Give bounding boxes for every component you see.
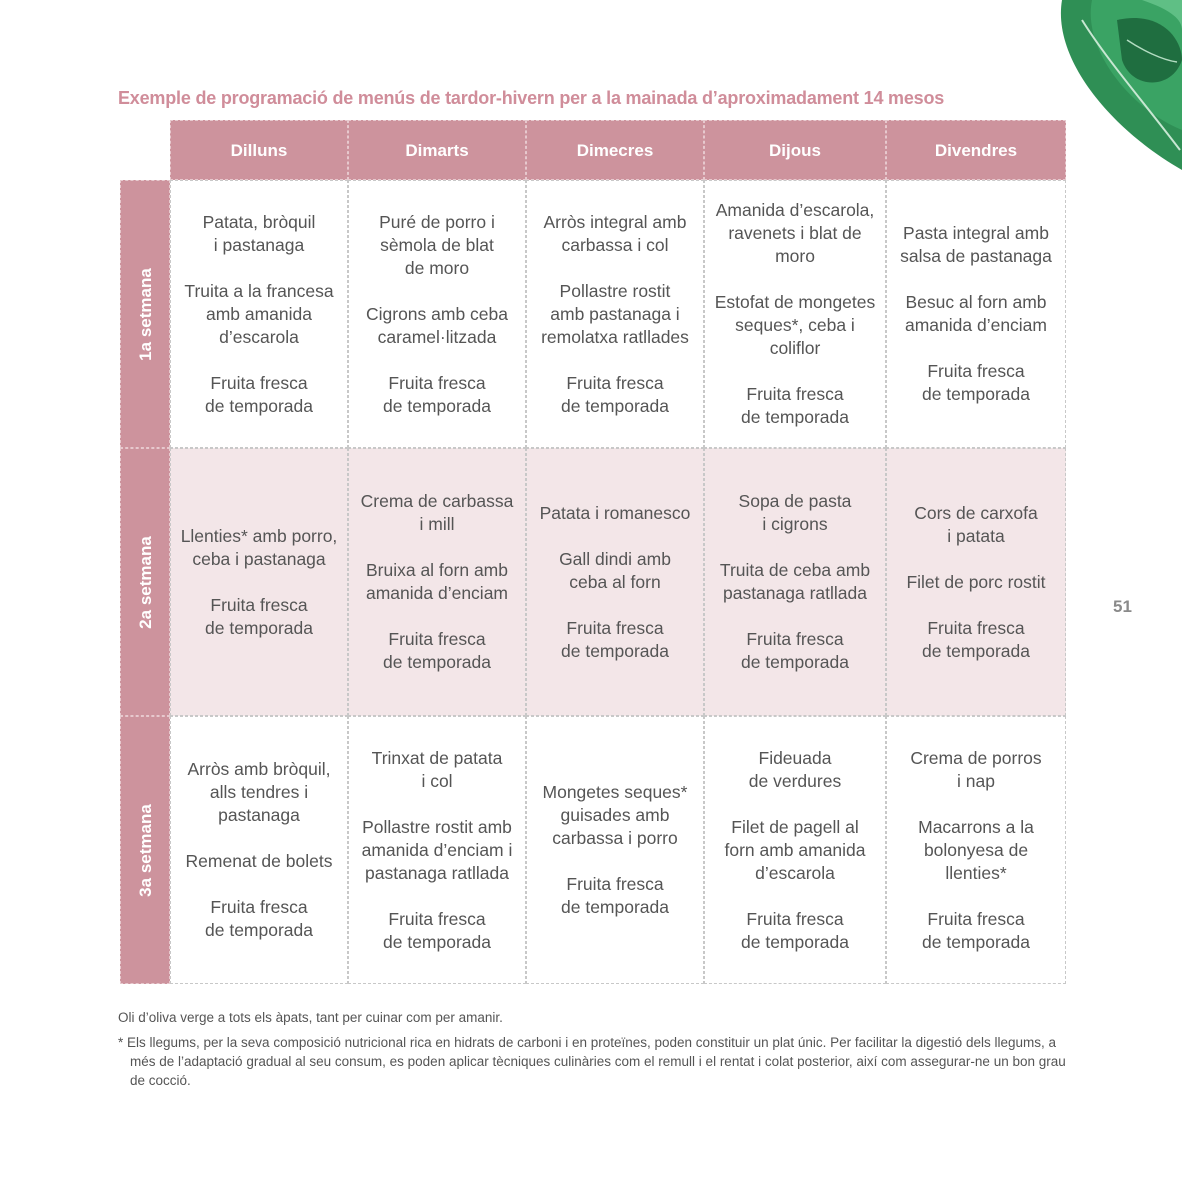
menu-cell: Crema de porros i nap Macarrons a la bolonyesa de llenties* Fruita fresca de temporada	[886, 716, 1066, 984]
oil-note: Oli d’oliva verge a tots els àpats, tant per cuinar com per amanir.	[118, 1010, 503, 1025]
menu-cell: Sopa de pasta i cigrons Truita de ceba amb pastanaga ratllada Fruita fresca de temporada	[704, 448, 886, 716]
menu-cell: Pasta integral amb salsa de pastanaga Besuc al forn amb amanida d’enciam Fruita fresca de temporada	[886, 180, 1066, 448]
page-title: Exemple de programació de menús de tardor-hivern per a la mainada d’aproximadament 14 mesos	[118, 88, 945, 108]
menu-cell: Llenties* amb porro, ceba i pastanaga Fruita fresca de temporada	[170, 448, 348, 716]
footnotes	[118, 1008, 1066, 1090]
menu-cell: Arròs integral amb carbassa i col Pollastre rostit amb pastanaga i remolatxa ratllades Fruita fresca de temporada	[526, 180, 704, 448]
day-header-dimarts: Dimarts	[348, 120, 526, 180]
day-header-dilluns: Dilluns	[170, 120, 348, 180]
legumes-footnote: * Els llegums, per la seva composició nutricional rica en hidrats de carboni i en proteïnes, poden constituir un plat únic. Per facilitar la digestió dels llegums, a més de l’adaptació gradual al seu consum, es poden aplicar tècniques culinàries com el remull i el rentat i colat posterior, així com assegurar-ne un bon grau de cocció.	[118, 1035, 1066, 1088]
menu-cell: Mongetes seques* guisades amb carbassa i porro Fruita fresca de temporada	[526, 716, 704, 984]
menu-cell: Fideuada de verdures Filet de pagell al forn amb amanida d’escarola Fruita fresca de temporada	[704, 716, 886, 984]
page-number: 51	[1113, 597, 1132, 616]
day-header-dimecres: Dimecres	[526, 120, 704, 180]
week-label-2: 2a setmana	[120, 448, 170, 716]
day-header-dijous: Dijous	[704, 120, 886, 180]
week-label-3: 3a setmana	[120, 716, 170, 984]
table-corner	[120, 120, 170, 180]
menu-cell: Patata i romanesco Gall dindi amb ceba al forn Fruita fresca de temporada	[526, 448, 704, 716]
menu-cell: Puré de porro i sèmola de blat de moro Cigrons amb ceba caramel·litzada Fruita fresca de temporada	[348, 180, 526, 448]
menu-table	[120, 120, 1066, 984]
menu-cell: Amanida d’escarola, ravenets i blat de moro Estofat de mongetes seques*, ceba i coliflor Fruita fresca de temporada	[704, 180, 886, 448]
menu-cell: Trinxat de patata i col Pollastre rostit amb amanida d’enciam i pastanaga ratllada Fruita fresca de temporada	[348, 716, 526, 984]
week-label-1: 1a setmana	[120, 180, 170, 448]
menu-cell: Crema de carbassa i mill Bruixa al forn amb amanida d’enciam Fruita fresca de temporada	[348, 448, 526, 716]
menu-cell: Patata, bròquil i pastanaga Truita a la francesa amb amanida d’escarola Fruita fresca de temporada	[170, 180, 348, 448]
menu-cell: Arròs amb bròquil, alls tendres i pastanaga Remenat de bolets Fruita fresca de temporada	[170, 716, 348, 984]
day-header-divendres: Divendres	[886, 120, 1066, 180]
menu-cell: Cors de carxofa i patata Filet de porc rostit Fruita fresca de temporada	[886, 448, 1066, 716]
